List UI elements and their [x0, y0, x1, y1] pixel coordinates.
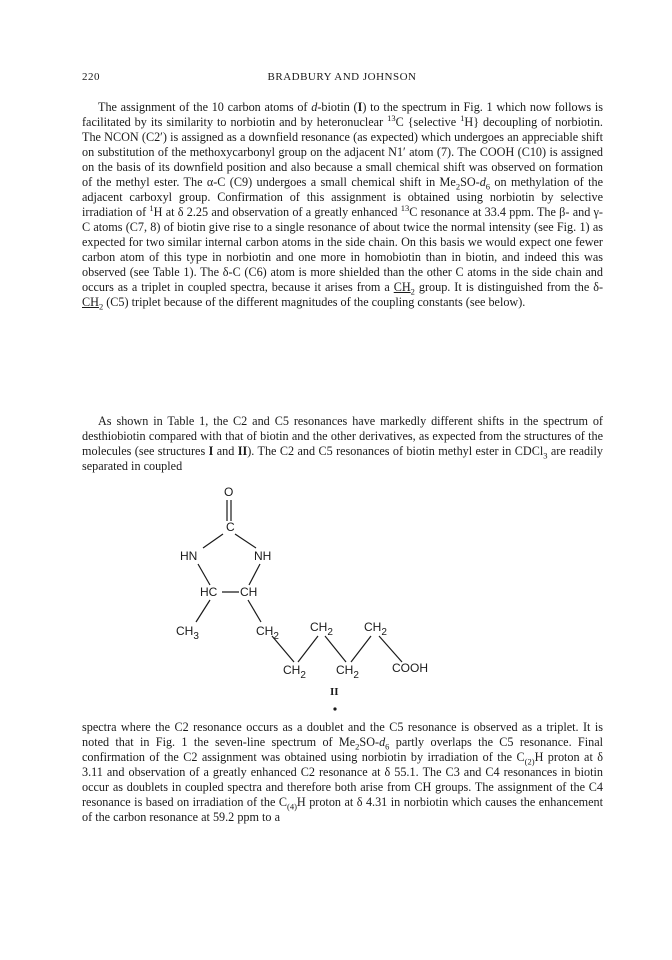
running-head: BRADBURY AND JOHNSON	[267, 71, 417, 83]
atom-ch3: $CH_3$	[176, 624, 199, 642]
desthiobiotin-structure-diagram	[170, 478, 510, 681]
atom-nh: NH	[254, 549, 272, 563]
atom-oxygen: O	[224, 485, 234, 499]
bond-chain-5	[379, 636, 402, 662]
bond-chain-3	[325, 636, 346, 662]
bond-chain-4	[351, 636, 371, 662]
paragraph-c2-c5-shifts: As shown in Table 1, the C2 and C5 resonances have markedly different shifts in the spectrum of desthiobiotin compared with that of biotin and the other derivatives, as expected from the structures of the molecules (see structures I and II). The C2 and C5 resonances of biotin methyl ester in CDCl$_3$ are readily separated in coupled	[82, 414, 603, 473]
chain-ch2-2: $CH_2$	[283, 663, 306, 681]
bond-ch-ch2	[248, 600, 261, 622]
page-number: 220	[82, 71, 100, 83]
bond-hn-hc	[198, 564, 210, 585]
atom-hn: HN	[180, 549, 198, 563]
structure-caption	[318, 684, 354, 718]
page-header	[82, 71, 602, 85]
bond-c-nh	[235, 534, 256, 548]
chain-ch2-5: $CH_2$	[364, 620, 387, 638]
atom-cooh: COOH	[392, 661, 428, 675]
caption-dot-mark	[333, 707, 336, 710]
bond-chain-2	[298, 636, 318, 662]
atom-carbon-c2: C	[226, 520, 235, 534]
chain-ch2-1: $CH_2$	[256, 624, 279, 642]
chain-ch2-4: $CH_2$	[336, 663, 359, 681]
structure-ii-figure	[170, 478, 510, 681]
chain-ch2-3: $CH_2$	[310, 620, 333, 638]
structure-label-ii: II	[330, 686, 339, 698]
bond-hc-ch3	[196, 600, 210, 622]
paragraph-carbon-assignment: The assignment of the 10 carbon atoms of d-biotin (I) to the spectrum in Fig. 1 which now follows is facilitated by its similarity to norbiotin and by heteronuclear $^{13}$C {selective $^1$H} decoupling of norbiotin. The NCON (C2′) is assigned as a downfield resonance (as expected) which undergoes an appreciable shift on substitution of the methoxycarbonyl group on the adjacent N1′ atom (7). The COOH (C10) is assigned on the basis of its downfield position and also because a small chemical shift was observed on formation of the methyl ester. The α-C (C9) undergoes a small chemical shift in $Me_2SO-d_6$ on methylation of the adjacent carboxyl group. Confirmation of this assignment is obtained using norbiotin by selective irradiation of $^1$H at δ 2.25 and observation of a greatly enhanced $^{13}$C resonance at 33.4 ppm. The β- and γ-C atoms (C7, 8) of biotin give rise to a single resonance of about twice the normal intensity (see Fig. 1) as expected for two similar internal carbon atoms in the side chain. On this basis we would expect one fewer carbon atom of this type in norbiotin and one more in homobiotin than in biotin, and indeed this was observed (see Table 1). The δ-C (C6) atom is more shielded than the other C atoms in the side chain and occurs as a triplet in coupled spectra, because it arises from a $CH_2$ group. It is distinguished from the $\delta-CH_2$ (C5) triplet because of the different magnitudes of the coupling constants (see below).	[82, 100, 604, 312]
atom-ch: CH	[240, 585, 258, 599]
paragraph-spectra-assignment: spectra where the C2 resonance occurs as a doublet and the C5 resonance is observed as a triplet. It is noted that in Fig. 1 the seven-line spectrum of $Me_2SO-d_6$ partly overlaps the C5 resonance. Final confirmation of the C2 assignment was obtained using norbiotin by irradiation of the $C_{(2)}H$ proton at δ 3.11 and observation of a greatly enhanced C2 resonance at δ 55.1. The C3 and C4 resonances in biotin occur as doublets in coupled spectra and therefore both arise from CH groups. The assignment of the C4 resonance is based on irradiation of the $C_{(4)}H$ proton at δ 4.31 in norbiotin which causes the enhancement of the carbon resonance at 59.2 ppm to a	[82, 720, 604, 824]
bond-nh-ch	[249, 564, 260, 585]
bond-c-hn	[203, 534, 223, 548]
atom-hc: HC	[200, 585, 218, 599]
